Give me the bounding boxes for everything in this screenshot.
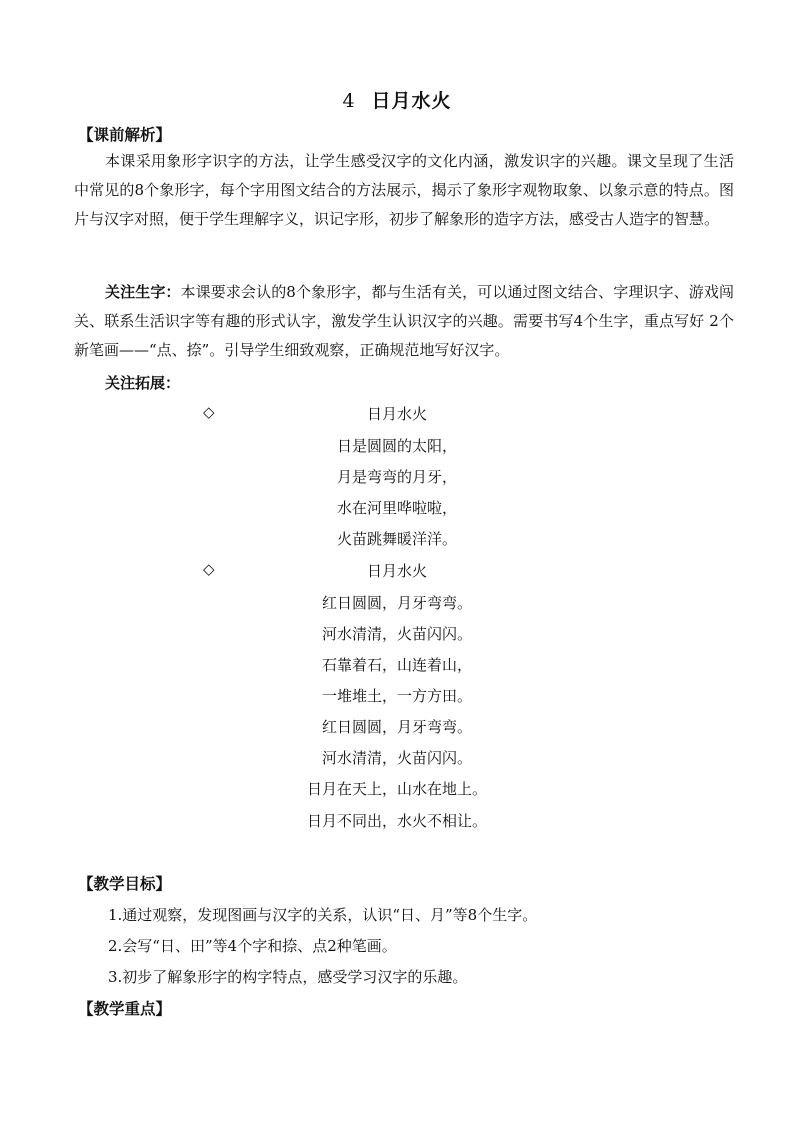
section-heading-pre-analysis: 【课前解析】 xyxy=(78,125,172,144)
lesson-number: 4 xyxy=(342,90,356,112)
poem-line: 河水清清，火苗闪闪。 xyxy=(321,749,472,767)
focus-characters-text: 本课要求会认的8个象形字，都与生活有关，可以通过图文结合、字理识字、游戏闯关、联系生活识字等有趣的形式认字，激发学生认识汉字的兴趣。需要书写4个生字，重点写好 2个新笔画——“点、捺”。引导学生细致观察，正确规范地写好汉字。 xyxy=(74,283,734,359)
poem-title: 日月水火 xyxy=(366,405,427,423)
section-heading-teaching-goals: 【教学目标】 xyxy=(78,874,172,893)
intro-paragraph: 本课采用象形字识字的方法，让学生感受汉字的文化内涵，激发识字的兴趣。课文呈现了生活中常见的8个象形字，每个字用图文结合的方法展示，揭示了象形字观物取象、以象示意的特点。图片与汉字对照，便于学生理解字义，识记字形，初步了解象形的造字方法，感受古人造字的智慧。 xyxy=(74,152,734,228)
diamond-bullet-icon: ◇ xyxy=(203,560,215,578)
poem-line: 红日圆圆，月牙弯弯。 xyxy=(321,718,472,736)
poem-line: 日月在天上，山水在地上。 xyxy=(306,780,487,798)
poem-line: 日是圆圆的太阳， xyxy=(336,437,457,455)
poem-title: 日月水火 xyxy=(366,562,427,580)
focus-characters-paragraph xyxy=(74,278,734,365)
diamond-bullet-icon: ◇ xyxy=(203,403,215,421)
poem-line: 红日圆圆，月牙弯弯。 xyxy=(321,594,472,612)
section-heading-key-points: 【教学重点】 xyxy=(78,999,172,1018)
poem-line: 河水清清，火苗闪闪。 xyxy=(321,625,472,643)
goal-item: 2.会写“日、田”等4个字和捺、点2种笔画。 xyxy=(108,937,397,955)
focus-extension-label: 关注拓展： xyxy=(105,374,181,392)
poem-line: 一堆堆土，一方方田。 xyxy=(321,687,472,705)
poem-line: 水在河里哗啦啦， xyxy=(336,499,457,517)
lesson-title-text: 日月水火 xyxy=(371,90,452,112)
poem-line: 日月不同出，水火不相让。 xyxy=(306,812,487,830)
focus-characters-label: 关注生字： xyxy=(105,283,181,301)
poem-line: 月是弯弯的月牙， xyxy=(336,468,457,486)
lesson-title xyxy=(0,86,794,113)
poem-line: 火苗跳舞暖洋洋。 xyxy=(336,530,457,548)
poem-line: 石靠着石，山连着山， xyxy=(321,656,472,674)
goal-item: 3.初步了解象形字的构字特点，感受学习汉字的乐趣。 xyxy=(108,968,468,986)
goal-item: 1.通过观察，发现图画与汉字的关系，认识“日、月”等8个生字。 xyxy=(108,906,538,924)
